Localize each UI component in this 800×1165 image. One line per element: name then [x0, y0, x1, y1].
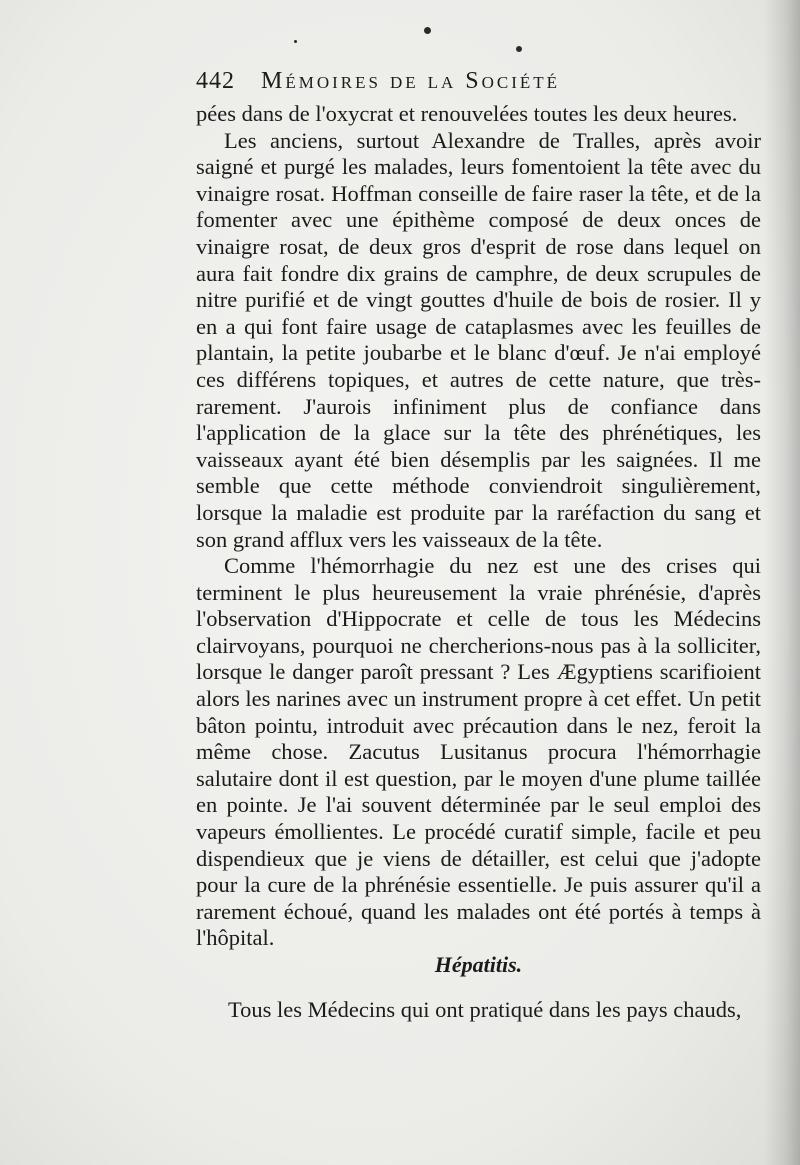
binding-shadow — [764, 0, 800, 1165]
ink-speck — [424, 27, 431, 34]
paragraph-continuation: pées dans de l'oxycrat et renouvelées toutes les deux heures. — [196, 101, 738, 126]
ink-speck — [294, 40, 297, 43]
page-number: 442 — [196, 68, 235, 94]
running-head — [196, 68, 676, 102]
paragraph: Comme l'hémorrhagie du nez est une des crises qui terminent le plus heureusement la vraie phrénésie, d'après l'observation d'Hippocrate et celle de tous les Médecins clairvoyans, pourquoi ne chercherions-nous pas à la solliciter, lorsque le danger paroît pressant ? Les Ægyptiens scarifioient alors les narines avec un instrument propre à cet effet. Un petit bâton pointu, introduit avec précaution dans le nez, feroit la même chose. Zacutus Lusitanus procura l'hémorrhagie salutaire dont il est question, par le moyen d'une plume taillée en pointe. Je l'ai souvent déterminée par le seul emploi des vapeurs émollientes. Le procédé curatif simple, facile et peu dispendieux que je viens de détailler, est celui que j'adopte pour la cure de la phrénésie essentielle. Je puis assurer qu'il a rarement échoué, quand les malades ont été portés à temps à l'hôpital. — [196, 553, 761, 951]
section-heading: Hépatitis. — [434, 952, 523, 977]
paragraph-start: Tous les Médecins qui ont pratiqué dans les pays chauds, — [228, 997, 742, 1022]
body-text — [196, 101, 761, 952]
running-title: Mémoires de la Société — [261, 68, 561, 94]
ink-speck — [516, 46, 522, 52]
paragraph: Les anciens, surtout Alexandre de Tralles, après avoir saigné et purgé les malades, leurs fomentoient la tête avec du vinaigre rosat. Hoffman conseille de faire raser la tête, et de la fomenter avec une épithème composé de deux onces de vinaigre rosat, de deux gros d'esprit de rose dans lequel on aura fait fondre dix grains de camphre, de deux scrupules de nitre purifié et de vingt gouttes d'huile de bois de rosier. Il y en a qui font faire usage de cataplasmes avec les feuilles de plantain, la petite joubarbe et le blanc d'œuf. Je n'ai employé ces différens topiques, et autres de cette nature, que très-rarement. J'aurois infiniment plus de confiance dans l'application de la glace sur la tête des phrénétiques, les vaisseaux ayant été bien désemplis par les saignées. Il me semble que cette méthode conviendroit singulièrement, lorsque la maladie est produite par la raréfaction du sang et son grand afflux vers les vaisseaux de la tête. — [196, 127, 761, 552]
